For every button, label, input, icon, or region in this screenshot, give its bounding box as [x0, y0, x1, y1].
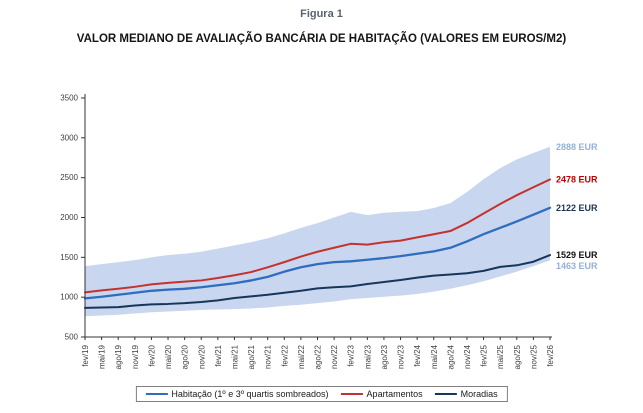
x-tick-label: ago/24: [446, 345, 456, 370]
end-label-habitacao: 2122 EUR: [556, 202, 598, 213]
x-tick-label: mai/23: [363, 345, 373, 370]
x-tick-label: mai/25: [496, 345, 506, 370]
x-tick-label: fev/26: [546, 345, 555, 367]
moradias-line-swatch: [435, 393, 457, 395]
x-tick-label: mai/22: [296, 345, 306, 370]
legend-label-apartamentos: Apartamentos: [366, 389, 423, 399]
y-tick-label: 1500: [60, 252, 78, 262]
x-tick-label: ago/21: [247, 345, 257, 370]
x-tick-label: ago/23: [379, 345, 389, 370]
y-tick-label: 3000: [60, 133, 78, 143]
legend-item-moradias: [435, 389, 498, 399]
end-label-quartil3: 2888 EUR: [556, 141, 598, 152]
y-tick-label: 3500: [60, 93, 78, 103]
legend-item-habitacao: [145, 389, 328, 399]
y-tick-label: 500: [64, 332, 78, 342]
y-tick-label: 2000: [60, 213, 78, 222]
chart-svg: [0, 55, 643, 385]
x-tick-label: ago/25: [512, 345, 522, 370]
x-tick-label: ago/22: [313, 345, 323, 370]
x-tick-label: nov/23: [396, 345, 406, 370]
x-tick-label: ago/20: [180, 345, 190, 370]
x-tick-label: fev/23: [346, 345, 356, 367]
x-tick-label: ago/19: [114, 345, 124, 370]
x-tick-label: nov/19: [130, 345, 140, 370]
habitacao-line-swatch: [145, 393, 167, 395]
x-tick-label: nov/22: [330, 345, 340, 370]
x-tick-label: mai/20: [164, 345, 174, 370]
legend-label-habitacao: Habitação (1º e 3º quartis sombreados): [171, 389, 329, 399]
x-tick-label: mai/19: [97, 345, 107, 370]
x-tick-label: fev/24: [413, 345, 423, 367]
end-label-quartil1: 1463 EUR: [556, 261, 598, 272]
legend-label-moradias: Moradias: [460, 389, 498, 399]
x-tick-label: nov/24: [462, 345, 472, 370]
chart-title: VALOR MEDIANO DE AVALIAÇÃO BANCÁRIA DE HABITAÇÃO (VALORES EM EUROS/M2): [76, 33, 567, 45]
x-tick-label: fev/21: [213, 345, 223, 367]
y-tick-label: 2500: [60, 173, 78, 183]
apartamentos-line-swatch: [341, 393, 363, 395]
x-tick-label: nov/25: [529, 345, 539, 370]
figure-number: Figura 1: [300, 8, 343, 20]
x-tick-label: fev/22: [280, 345, 290, 367]
x-tick-label: mai/24: [429, 345, 439, 370]
x-tick-label: nov/20: [197, 345, 207, 370]
x-tick-label: mai/21: [230, 345, 240, 370]
legend-item-apartamentos: [341, 389, 423, 399]
end-label-apartamentos: 2478 EUR: [556, 174, 598, 185]
end-label-moradias: 1529 EUR: [556, 250, 598, 261]
x-tick-label: nov/21: [263, 345, 273, 370]
x-tick-label: fev/20: [147, 345, 157, 367]
chart-legend: [135, 386, 507, 402]
y-tick-label: 1000: [60, 292, 78, 302]
x-tick-label: fev/25: [479, 345, 489, 367]
x-tick-label: fev/19: [81, 345, 90, 367]
